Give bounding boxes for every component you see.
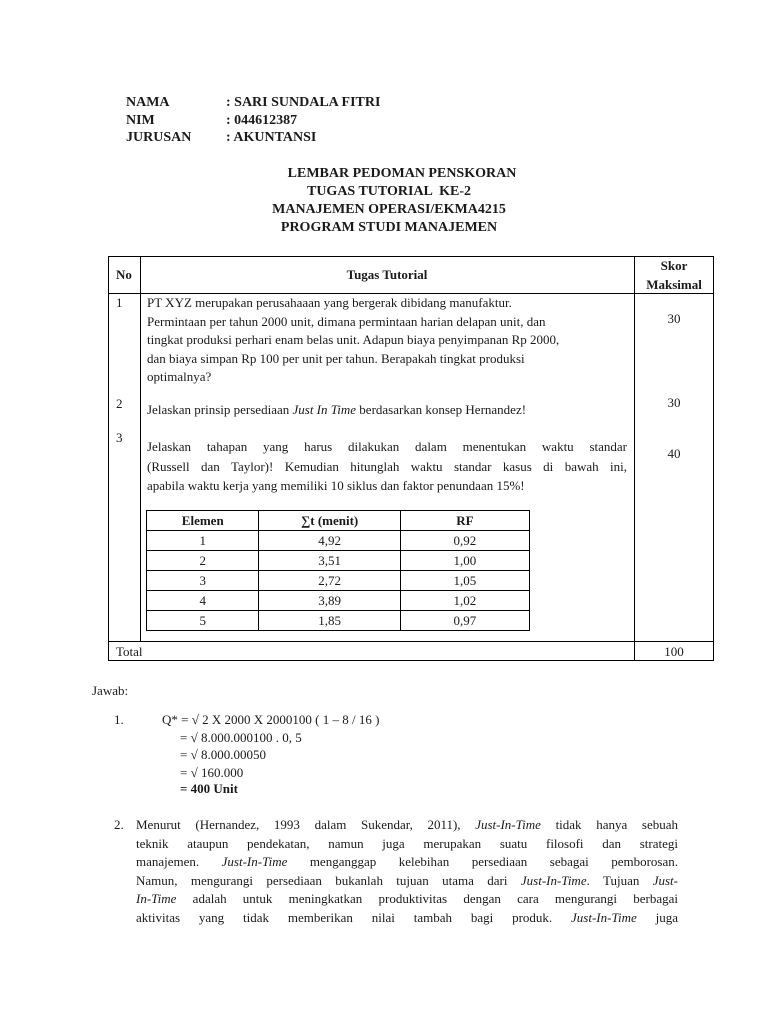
work-element-table <box>146 510 530 631</box>
table-cell: 5 <box>147 611 259 631</box>
total-label: Total <box>116 644 143 659</box>
table-cell: 0,97 <box>400 611 529 631</box>
table-cell: 1,00 <box>400 551 529 571</box>
answer-1-line: = √ 8.000.00050 <box>180 747 266 762</box>
table-cell: 1,05 <box>400 571 529 591</box>
text-run: Namun, mengurangi persediaan bukanlah tujuan utama dari <box>136 872 521 888</box>
total-score: 100 <box>664 644 684 659</box>
header-no: No <box>116 267 132 282</box>
table-row <box>147 591 530 611</box>
table-cell: 1,02 <box>400 591 529 611</box>
question-number: 3 <box>116 430 123 445</box>
answer-number: 2. <box>114 817 124 832</box>
column-header: ∑t (menit) <box>259 511 400 531</box>
paragraph-line <box>136 909 678 928</box>
table-cell: 1 <box>147 531 259 551</box>
question-line: PT XYZ merupakan perusahaaan yang bergerak dibidang manufaktur. <box>147 295 512 310</box>
text-run-italic: Just-In-Time <box>571 909 637 925</box>
table-header-row <box>147 511 530 531</box>
question-text-italic: Just In Time <box>292 402 357 417</box>
table-cell: 4,92 <box>259 531 400 551</box>
question-line: optimalnya? <box>147 369 212 384</box>
question-number: 2 <box>116 396 123 411</box>
text-run-italic: In-Time <box>136 891 177 906</box>
answer-1-line: = √ 8.000.000100 . 0, 5 <box>180 730 302 745</box>
header-skor-maksimal: Maksimal <box>646 277 702 292</box>
table-cell: 1,85 <box>259 611 400 631</box>
question-1-text <box>147 294 632 387</box>
question-line: apabila waktu kerja yang memiliki 10 siklus dan faktor penundaan 15%! <box>147 478 525 493</box>
table-row <box>147 531 530 551</box>
question-line: Permintaan per tahun 2000 unit, dimana permintaan harian delapan unit, dan <box>147 313 546 329</box>
text-run: menganggap kelebihan persediaan sebagai pemborosan. <box>287 854 678 869</box>
text-run: aktivitas yang tidak memberikan nilai tambah bagi produk. <box>136 909 572 925</box>
text-run: Menurut (Hernandez, 1993 dalam Sukendar, 2011), <box>136 817 476 832</box>
question-text: Jelaskan prinsip persediaan <box>147 402 293 417</box>
header-skor: Skor <box>660 258 688 273</box>
answer-1-result: = 400 Unit <box>180 781 238 796</box>
question-number: 1 <box>116 295 123 310</box>
text-run: tidak hanya sebuah <box>540 817 678 832</box>
answer-2-paragraph <box>136 816 678 927</box>
question-score: 30 <box>667 395 681 410</box>
table-cell: 3,89 <box>259 591 400 611</box>
text-run-italic: Just-In-Time <box>221 854 288 869</box>
text-run-italic: Just- <box>652 872 678 888</box>
table-row <box>147 551 530 571</box>
text-run-italic: Just-In-Time <box>475 817 541 832</box>
identity-value: : SARI SUNDALA FITRI <box>226 95 381 110</box>
column-header: Elemen <box>147 511 259 531</box>
paragraph-line: teknik ataupun pendekatan, namun juga merupakan suatu filosofi dan strategi <box>136 835 678 851</box>
identity-block <box>126 94 380 147</box>
identity-label: NAMA <box>126 95 170 110</box>
identity-row-nama <box>126 94 380 112</box>
title-line: PROGRAM STUDI MANAJEMEN <box>280 220 498 235</box>
column-divider <box>140 257 141 641</box>
paragraph-line <box>136 816 678 835</box>
question-line: tingkat produksi perhari enam belas unit. Adapun biaya penyimpanan Rp 2000, <box>147 332 560 347</box>
table-cell: 2 <box>147 551 259 571</box>
question-score: 40 <box>667 446 681 461</box>
question-score: 30 <box>667 311 681 326</box>
answer-label: Jawab: <box>92 683 129 698</box>
identity-value: : AKUNTANSI <box>226 130 317 145</box>
header-tugas: Tugas Tutorial <box>346 267 428 282</box>
table-cell: 3 <box>147 571 259 591</box>
identity-row-nim <box>126 112 380 130</box>
text-run: juga <box>636 909 678 925</box>
answer-1-line: = √ 160.000 <box>180 765 244 780</box>
identity-label: JURUSAN <box>126 130 192 145</box>
question-line: (Russell dan Taylor)! Kemudian hitunglah waktu standar kasus di bawah ini, <box>147 458 627 474</box>
question-text: berdasarkan konsep Hernandez! <box>356 402 527 417</box>
answer-number: 1. <box>114 712 124 727</box>
title-line: LEMBAR PEDOMAN PENSKORAN <box>287 166 517 181</box>
text-run: . Tujuan <box>586 872 653 888</box>
question-2-text <box>147 401 632 420</box>
text-run: manajemen. <box>136 854 222 869</box>
identity-value: : 044612387 <box>226 112 298 128</box>
question-3-text <box>147 437 627 496</box>
answer-1-line: Q* = √ 2 X 2000 X 2000100 ( 1 – 8 / 16 ) <box>162 712 380 727</box>
table-cell: 4 <box>147 591 259 611</box>
question-line: dan biaya simpan Rp 100 per unit per tahun. Berapakah tingkat produksi <box>147 350 525 366</box>
paragraph-line <box>136 872 678 891</box>
table-row <box>147 571 530 591</box>
table-row <box>147 611 530 631</box>
table-cell: 2,72 <box>259 571 400 591</box>
identity-row-jurusan <box>126 129 380 147</box>
text-run-italic: Just-In-Time <box>520 872 587 888</box>
paragraph-line <box>136 890 678 909</box>
question-line: Jelaskan tahapan yang harus dilakukan dalam menentukan waktu standar <box>147 439 627 454</box>
text-run: adalah untuk meningkatkan produktivitas dengan cara mengurangi berbagai <box>176 891 678 906</box>
title-line: MANAJEMEN OPERASI/EKMA4215 <box>272 202 506 217</box>
table-cell: 0,92 <box>400 531 529 551</box>
total-divider <box>109 641 713 642</box>
table-cell: 3,51 <box>259 551 400 571</box>
document-title <box>0 165 768 237</box>
paragraph-line <box>136 853 678 872</box>
identity-label: NIM <box>126 112 155 128</box>
title-line: TUGAS TUTORIAL KE-2 <box>306 184 472 199</box>
column-header: RF <box>400 511 529 531</box>
